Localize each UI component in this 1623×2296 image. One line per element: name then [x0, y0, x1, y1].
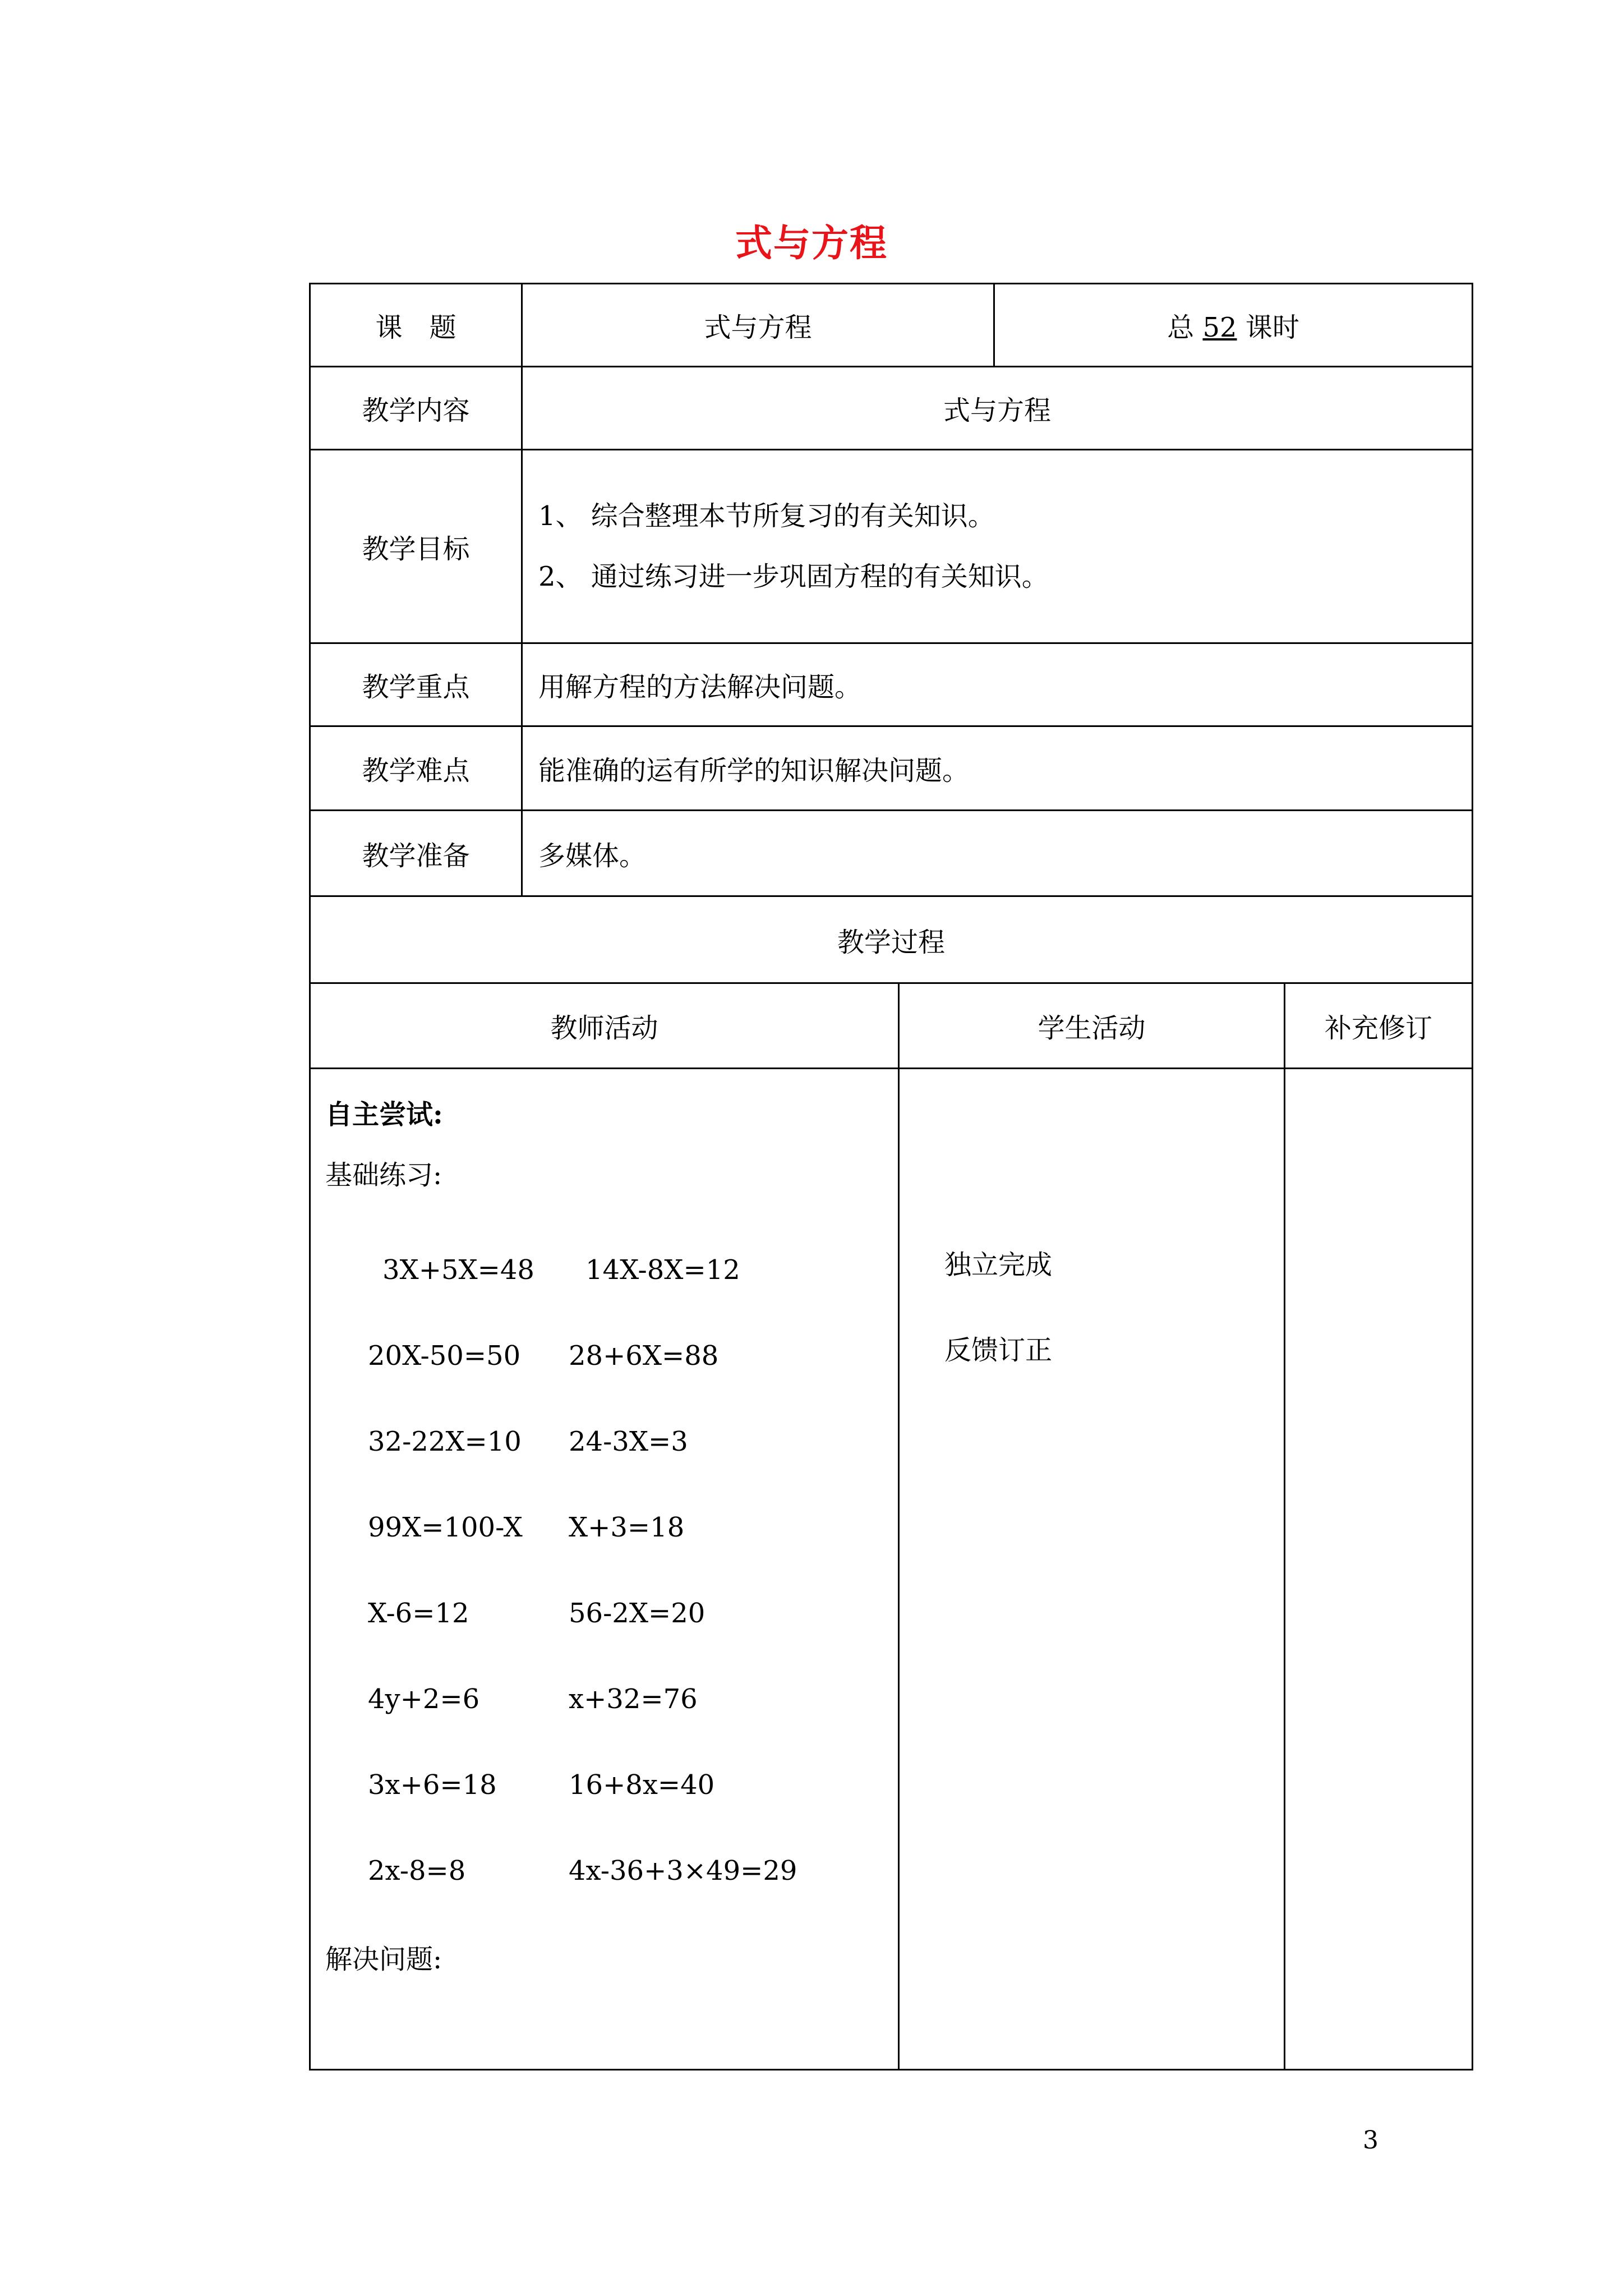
equation: 2x-8=8: [368, 1855, 466, 1887]
content-row: [310, 367, 1473, 450]
difficulty-value: 能准确的运有所学的知识解决问题。: [522, 726, 1473, 811]
teacher-activity-cell: [310, 1069, 899, 2070]
lesson-prefix: 总: [1167, 312, 1195, 343]
focus-row: [310, 643, 1473, 726]
focus-value: 用解方程的方法解决问题。: [522, 643, 1473, 726]
equation: 3X+5X=48: [382, 1254, 534, 1286]
topic-row: [310, 284, 1473, 367]
lesson-count: [994, 284, 1473, 367]
student-note: 反馈订正: [944, 1335, 1053, 1366]
prep-row: [310, 811, 1473, 896]
equation: 4x-36+3×49=29: [569, 1855, 797, 1887]
equation: 24-3X=3: [569, 1426, 688, 1457]
process-heading-row: [310, 896, 1473, 983]
lesson-suffix: 课时: [1245, 312, 1299, 343]
prep-value: 多媒体。: [522, 811, 1473, 896]
process-columns-row: [310, 983, 1473, 1069]
process-body-row: [310, 1069, 1473, 2070]
goal-item: 1、 综合整理本节所复习的有关知识。: [538, 500, 995, 532]
equation: 4y+2=6: [368, 1683, 480, 1715]
goals-row: [310, 450, 1473, 643]
revision-header: 补充修订: [1285, 983, 1473, 1069]
equation: 20X-50=50: [368, 1340, 521, 1372]
self-try-heading: 自主尝试:: [325, 1099, 443, 1130]
equation: 56-2X=20: [569, 1598, 706, 1629]
topic-value: 式与方程: [522, 284, 994, 367]
goals-list: [522, 450, 1473, 643]
lesson-plan-table: [309, 283, 1473, 2070]
equation: X+3=18: [569, 1512, 685, 1543]
process-heading: 教学过程: [310, 896, 1473, 983]
equation: 16+8x=40: [569, 1769, 715, 1801]
student-activity-header: 学生活动: [899, 983, 1285, 1069]
teacher-activity-header: 教师活动: [310, 983, 899, 1069]
equation: 28+6X=88: [569, 1340, 719, 1372]
topic-label: 课 题: [310, 284, 522, 367]
revision-cell: [1285, 1069, 1473, 2070]
student-note: 独立完成: [944, 1249, 1053, 1281]
equation: 3x+6=18: [368, 1769, 497, 1801]
difficulty-label: 教学难点: [310, 726, 522, 811]
basic-practice-label: 基础练习:: [325, 1159, 442, 1191]
difficulty-row: [310, 726, 1473, 811]
focus-label: 教学重点: [310, 643, 522, 726]
equation: 14X-8X=12: [585, 1254, 740, 1286]
goal-item: 2、 通过练习进一步巩固方程的有关知识。: [538, 561, 1049, 592]
lesson-number: 52: [1202, 312, 1237, 343]
student-activity-cell: [899, 1069, 1285, 2070]
goals-label: 教学目标: [310, 450, 522, 643]
page-number: 3: [1363, 2126, 1378, 2155]
document-title: 式与方程: [735, 221, 888, 265]
equation: 32-22X=10: [368, 1426, 522, 1457]
prep-label: 教学准备: [310, 811, 522, 896]
content-label: 教学内容: [310, 367, 522, 450]
equation: X-6=12: [368, 1598, 469, 1629]
solve-problems-label: 解决问题:: [325, 1944, 442, 1975]
equation: 99X=100-X: [368, 1512, 523, 1543]
content-value: 式与方程: [522, 367, 1473, 450]
equation: x+32=76: [569, 1683, 698, 1715]
